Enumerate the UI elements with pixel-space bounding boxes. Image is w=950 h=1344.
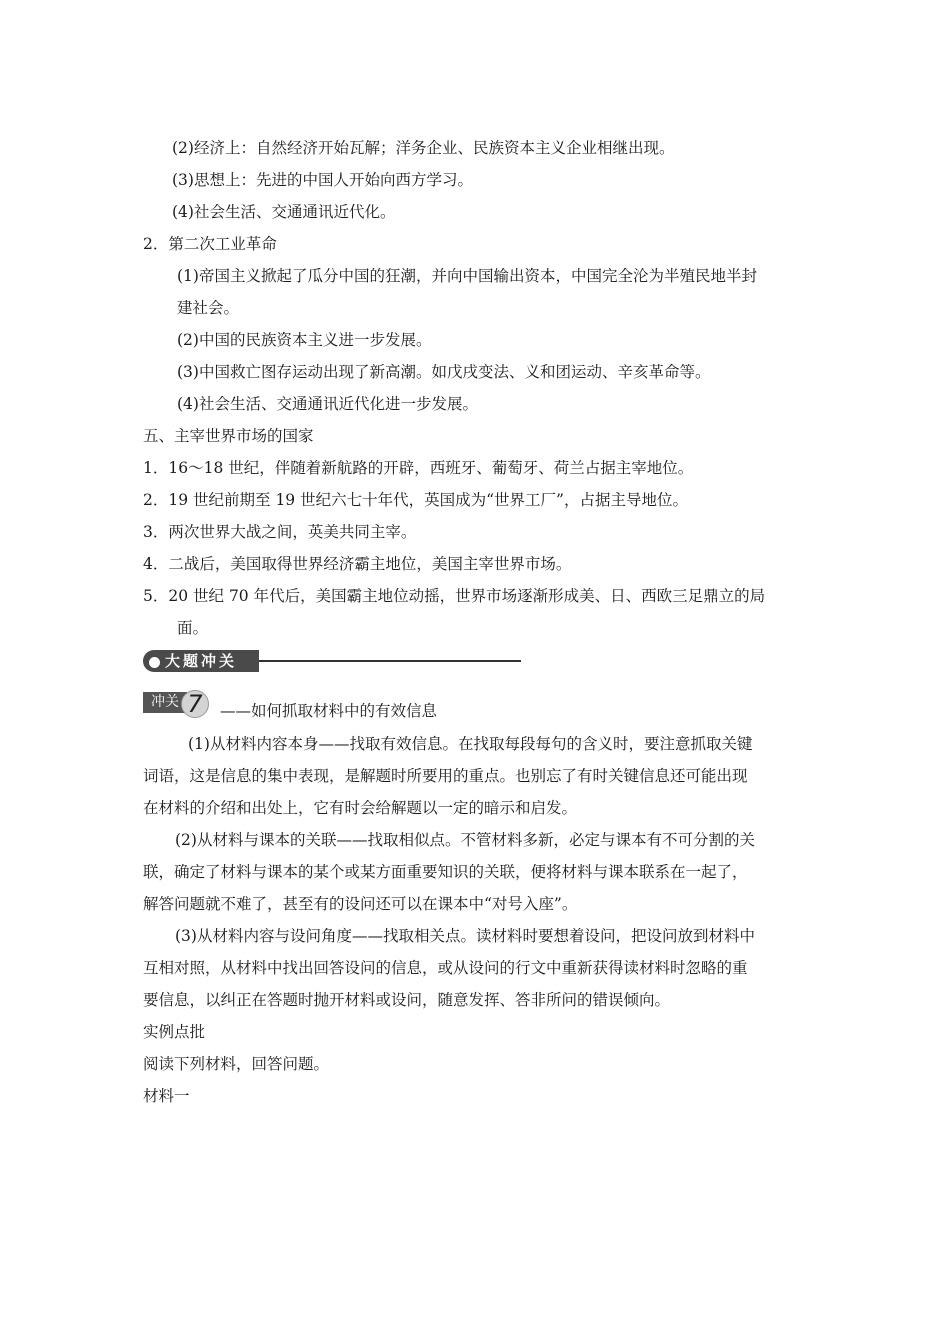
text-line: (4)社会生活、交通通讯近代化。	[172, 203, 396, 221]
tag-label: 冲关	[143, 692, 187, 713]
paragraph-line: 词语，这是信息的集中表现，是解题时所要用的重点。也别忘了有时关键信息还可能出现	[143, 767, 748, 785]
paragraph-line: (3)从材料内容与设问角度——找取相关点。读材料时要想着设问，把设问放到材料中	[175, 927, 755, 945]
challenge-tag	[143, 690, 213, 716]
subheading: 实例点批	[143, 1023, 206, 1041]
bullet-dot-icon	[149, 657, 160, 668]
text-line: 面。	[177, 619, 209, 637]
paragraph-line: (1)从材料内容本身——找取有效信息。在找取每段每句的含义时，要注意抓取关键	[188, 735, 753, 753]
text-line: 3．两次世界大战之间，英美共同主宰。	[143, 523, 417, 541]
paragraph-line: 互相对照，从材料中找出回答设问的信息，或从设问的行文中重新获得读材料时忽略的重	[143, 959, 748, 977]
text-line: 5．20 世纪 70 年代后，美国霸主地位动摇，世界市场逐渐形成美、日、西欧三足鼎立的局	[143, 587, 766, 605]
paragraph-line: 材料一	[143, 1087, 190, 1105]
paragraph-line: 解答问题就不难了，甚至有的设问还可以在课本中“对号入座”。	[143, 895, 578, 913]
paragraph-line: 要信息，以纠正在答题时抛开材料或设问，随意发挥、答非所问的错误倾向。	[143, 991, 671, 1009]
tag-number: 7	[181, 690, 209, 718]
text-line: 1．16～18 世纪，伴随着新航路的开辟，西班牙、葡萄牙、荷兰占据主宰地位。	[143, 459, 694, 477]
text-line: 2．19 世纪前期至 19 世纪六七十年代，英国成为“世界工厂”，占据主导地位。	[143, 491, 688, 509]
text-line: (4)社会生活、交通通讯近代化进一步发展。	[177, 395, 478, 413]
text-line: (3)中国救亡图存运动出现了新高潮。如戊戌变法、义和团运动、辛亥革命等。	[177, 363, 711, 381]
text-line: 4．二战后，美国取得世界经济霸主地位，美国主宰世界市场。	[143, 555, 572, 573]
text-line: (3)思想上：先进的中国人开始向西方学习。	[172, 171, 473, 189]
banner-rule	[259, 660, 521, 662]
section-banner	[143, 648, 521, 674]
text-line: (2)经济上：自然经济开始瓦解；洋务企业、民族资本主义企业相继出现。	[172, 139, 675, 157]
text-line: (2)中国的民族资本主义进一步发展。	[177, 331, 432, 349]
tag-subtitle: ——如何抓取材料中的有效信息	[220, 702, 438, 720]
text-line: (1)帝国主义掀起了瓜分中国的狂潮，并向中国输出资本，中国完全沦为半殖民地半封	[177, 267, 757, 285]
section-heading: 五、主宰世界市场的国家	[143, 427, 314, 445]
text-line: 建社会。	[177, 299, 240, 317]
paragraph-line: 联，确定了材料与课本的某个或某方面重要知识的关联，便将材料与课本联系在一起了，	[143, 863, 748, 881]
banner-box	[143, 650, 259, 672]
text-line: 2．第二次工业革命	[143, 235, 277, 253]
paragraph-line: (2)从材料与课本的关联——找取相似点。不管材料多新，必定与课本有不可分割的关	[175, 831, 755, 849]
paragraph-line: 阅读下列材料，回答问题。	[143, 1055, 330, 1073]
banner-label: 大题冲关	[165, 652, 238, 670]
paragraph-line: 在材料的介绍和出处上，它有时会给解题以一定的暗示和启发。	[143, 799, 578, 817]
